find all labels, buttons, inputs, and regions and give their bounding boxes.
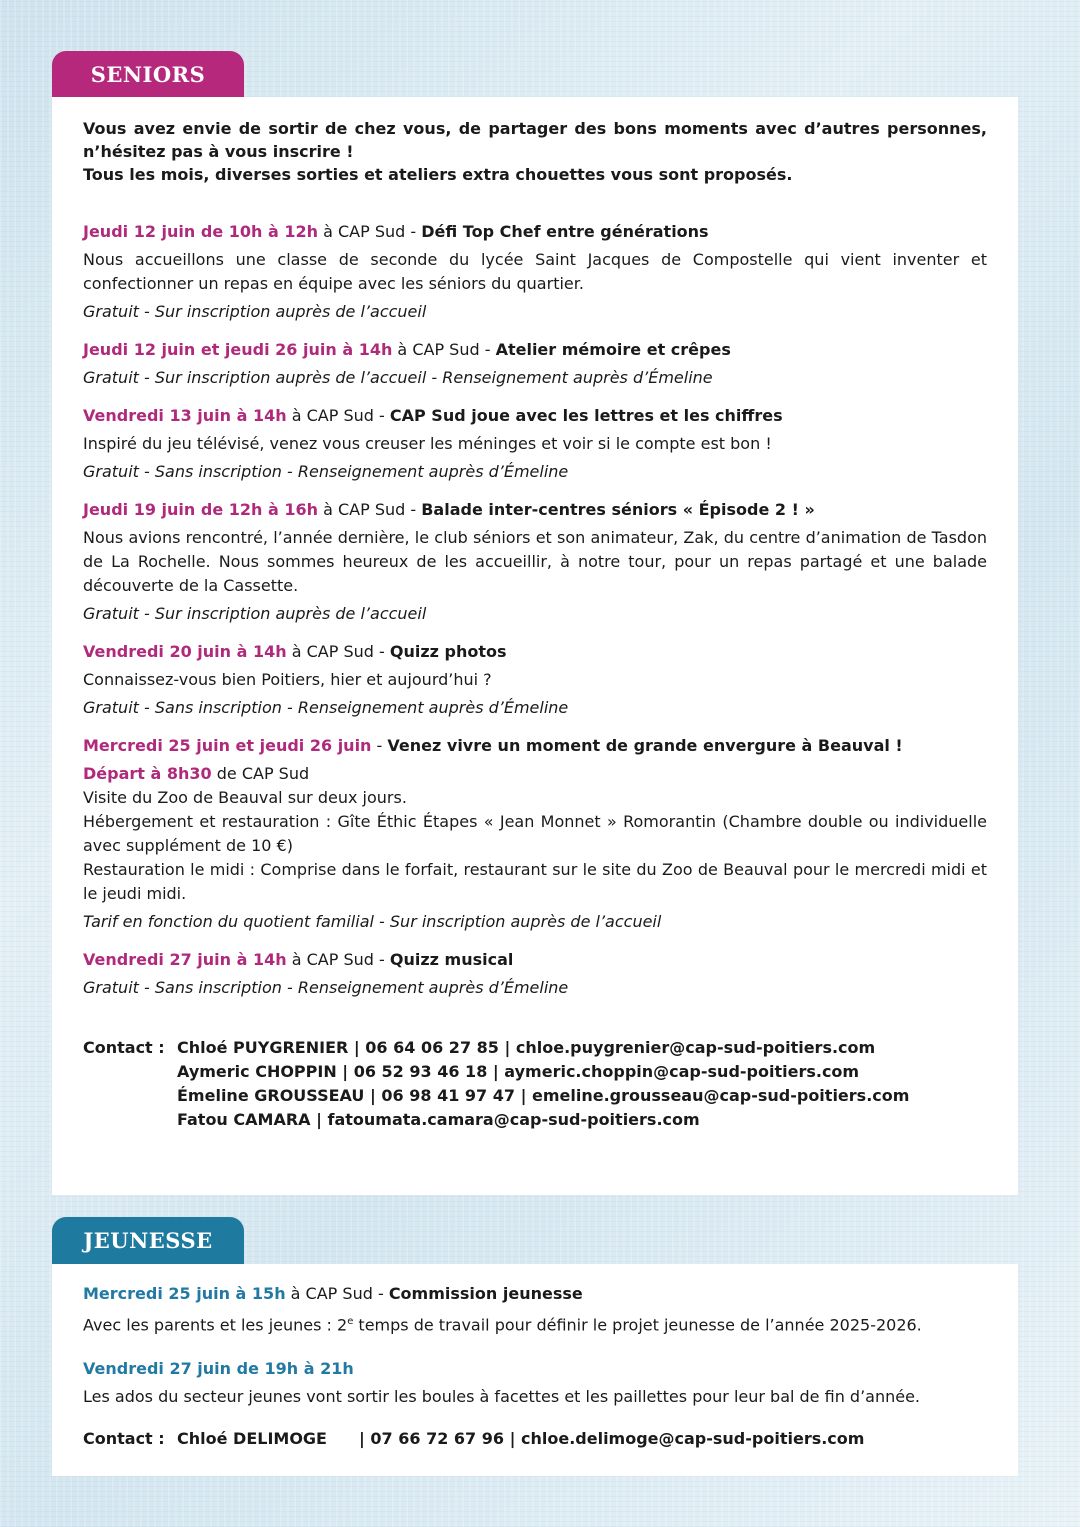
event-note: Gratuit - Sur inscription auprès de l’accueil <box>83 302 427 321</box>
event-item <box>83 1357 987 1409</box>
event-item <box>83 498 987 626</box>
event-description: Hébergement et restauration : Gîte Éthic Étapes « Jean Monnet » Romorantin (Chambre double ou individuelle avec supplément de 10 €) <box>83 812 987 855</box>
event-date: Mercredi 25 juin à 15h <box>83 1284 286 1303</box>
event-name: CAP Sud joue avec les lettres et les chiffres <box>389 406 783 425</box>
event-item <box>83 338 987 390</box>
event-description: Nous avions rencontré, l’année dernière, le club séniors et son animateur, Zak, du centre d’animation de Tasdon de La Rochelle. Nous sommes heureux de les accueillir, à notre tour, pour un repas partagé et une balade découverte de la Cassette. <box>83 528 987 595</box>
event-item <box>83 220 987 324</box>
event-departure <box>83 762 987 786</box>
event-title <box>83 1282 987 1306</box>
event-location: à CAP Sud - <box>286 950 390 969</box>
event-name: Atelier mémoire et crêpes <box>495 340 731 359</box>
event-date: Vendredi 13 juin à 14h <box>83 406 287 425</box>
event-date: Jeudi 12 juin et jeudi 26 juin à 14h <box>83 340 393 359</box>
event-date: Mercredi 25 juin et jeudi 26 juin <box>83 736 372 755</box>
seniors-panel <box>52 97 1018 1195</box>
event-date: Vendredi 27 juin de 19h à 21h <box>83 1359 354 1379</box>
event-note: Gratuit - Sur inscription auprès de l’accueil - Renseignement auprès d’Émeline <box>83 368 713 387</box>
event-title <box>83 220 987 244</box>
contact-details: | 07 66 72 67 96 | chloe.delimoge@cap-sud-poitiers.com <box>358 1429 865 1449</box>
event-title <box>83 1357 987 1381</box>
event-title <box>83 404 987 428</box>
event-location: à CAP Sud - <box>317 500 422 519</box>
event-name: Balade inter-centres séniors « Épisode 2 ! » <box>421 500 815 519</box>
event-name: Commission jeunesse <box>388 1284 583 1303</box>
event-note: Gratuit - Sans inscription - Renseignement auprès d’Émeline <box>83 978 569 997</box>
event-note: Tarif en fonction du quotient familial - Sur inscription auprès de l’accueil <box>83 912 662 931</box>
seniors-tab: SENIORS <box>52 51 244 98</box>
contact-list <box>177 1427 864 1451</box>
event-date: Jeudi 12 juin de 10h à 12h <box>83 222 318 241</box>
event-description: Inspiré du jeu télévisé, venez vous creuser les méninges et voir si le compte est bon ! <box>83 434 772 453</box>
seniors-intro <box>83 117 987 186</box>
event-description: Visite du Zoo de Beauval sur deux jours. <box>83 788 407 807</box>
event-location: à CAP Sud - <box>392 340 496 359</box>
event-description <box>83 1310 987 1337</box>
contact-line: Aymeric CHOPPIN | 06 52 93 46 18 | aymeric.choppin@cap-sud-poitiers.com <box>177 1062 860 1081</box>
event-title <box>83 640 987 664</box>
contact-label: Contact : <box>83 1429 165 1449</box>
event-title <box>83 734 987 758</box>
contact-list <box>177 1036 909 1132</box>
event-title <box>83 338 987 362</box>
event-date: Vendredi 20 juin à 14h <box>83 642 287 661</box>
event-item <box>83 640 987 720</box>
event-location: à CAP Sud - <box>285 1284 389 1303</box>
event-note: Gratuit - Sans inscription - Renseignement auprès d’Émeline <box>83 698 569 717</box>
jeunesse-panel <box>52 1264 1018 1476</box>
event-name: Défi Top Chef entre générations <box>421 222 709 241</box>
event-description: Connaissez-vous bien Poitiers, hier et aujourd’hui ? <box>83 670 492 689</box>
event-note: Gratuit - Sur inscription auprès de l’accueil <box>83 604 427 623</box>
event-title <box>83 948 987 972</box>
event-location: à CAP Sud - <box>286 406 390 425</box>
contact-line: Émeline GROUSSEAU | 06 98 41 97 47 | emeline.grousseau@cap-sud-poitiers.com <box>177 1086 910 1105</box>
event-description: Nous accueillons une classe de seconde du lycée Saint Jacques de Compostelle qui vient inventer et confectionner un repas en équipe avec les séniors du quartier. <box>83 250 987 293</box>
event-title <box>83 498 987 522</box>
contact-name: Chloé DELIMOGE <box>177 1429 327 1449</box>
event-location: - <box>371 736 388 755</box>
event-name: Quizz photos <box>389 642 507 661</box>
event-item <box>83 1282 987 1337</box>
jeunesse-contact <box>83 1427 987 1451</box>
desc-part: Avec les parents et les jeunes : 2 <box>83 1315 348 1335</box>
event-note: Gratuit - Sans inscription - Renseignement auprès d’Émeline <box>83 462 569 481</box>
contact-line: Fatou CAMARA | fatoumata.camara@cap-sud-poitiers.com <box>177 1110 700 1129</box>
event-location: à CAP Sud - <box>286 642 390 661</box>
event-description: Restauration le midi : Comprise dans le forfait, restaurant sur le site du Zoo de Beauval pour le mercredi midi et le jeudi midi. <box>83 860 987 903</box>
event-name: Venez vivre un moment de grande envergure à Beauval ! <box>387 736 903 755</box>
contact-label: Contact : <box>83 1038 165 1057</box>
event-description: Les ados du secteur jeunes vont sortir les boules à facettes et les paillettes pour leur bal de fin d’année. <box>83 1387 921 1407</box>
jeunesse-tab: JEUNESSE <box>52 1217 244 1264</box>
event-item <box>83 948 987 1000</box>
desc-superscript: e <box>347 1316 354 1327</box>
contact-line: Chloé PUYGRENIER | 06 64 06 27 85 | chloe.puygrenier@cap-sud-poitiers.com <box>177 1038 876 1057</box>
event-date: Jeudi 19 juin de 12h à 16h <box>83 500 318 519</box>
event-item <box>83 404 987 484</box>
departure-time: Départ à 8h30 <box>83 764 212 783</box>
event-name: Quizz musical <box>389 950 514 969</box>
intro-line: Vous avez envie de sortir de chez vous, de partager des bons moments avec d’autres personnes, n’hésitez pas à vous inscrire ! <box>83 119 987 161</box>
desc-part: temps de travail pour définir le projet jeunesse de l’année 2025-2026. <box>353 1315 922 1335</box>
intro-line: Tous les mois, diverses sorties et ateliers extra chouettes vous sont proposés. <box>83 165 793 184</box>
contact-line <box>177 1427 864 1451</box>
event-item <box>83 734 987 934</box>
event-date: Vendredi 27 juin à 14h <box>83 950 287 969</box>
departure-place: de CAP Sud <box>211 764 310 783</box>
event-location: à CAP Sud - <box>317 222 422 241</box>
seniors-contact <box>83 1036 987 1132</box>
